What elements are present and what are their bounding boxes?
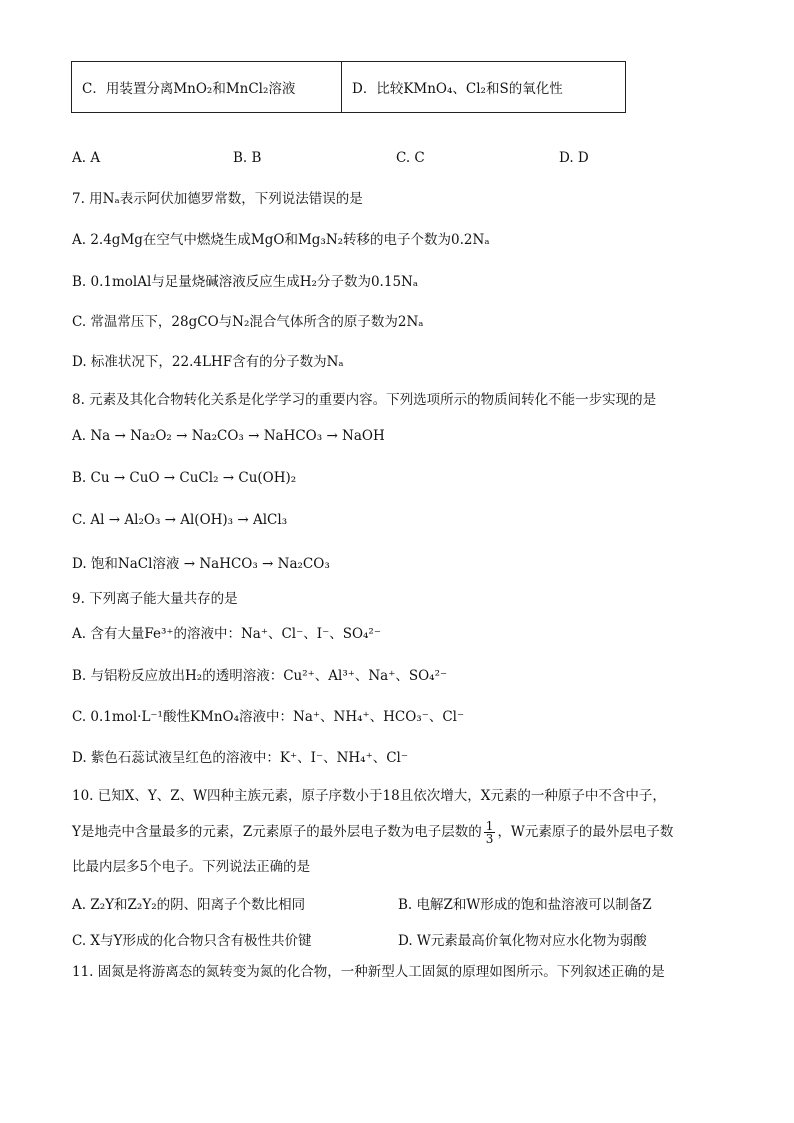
q8-option-c: C. Al → Al₂O₃ → Al(OH)₃ → AlCl₃	[72, 512, 288, 528]
fraction	[484, 820, 496, 845]
q10-stem-line1: 10. 已知X、Y、Z、W四种主族元素，原子序数小于18且依次增大，X元素的一种原子中不含中子，	[72, 788, 666, 804]
table-cell-d: D．比较KMnO₄、Cl₂和S的氧化性	[352, 81, 563, 97]
q9-option-a: A. 含有大量Fe³⁺的溶液中：Na⁺、Cl⁻、I⁻、SO₄²⁻	[72, 626, 381, 642]
q8-option-b: B. Cu → CuO → CuCl₂ → Cu(OH)₂	[72, 470, 297, 486]
q6-option-d: D. D	[559, 150, 589, 166]
q10-option-b: B. 电解Z和W形成的饱和盐溶液可以制备Z	[398, 897, 652, 913]
q10-line2-post: ，W元素原子的最外层电子数	[497, 824, 674, 840]
q8-stem: 8. 元素及其化合物转化关系是化学学习的重要内容。下列选项所示的物质间转化不能一步实现的是	[72, 392, 657, 408]
q10-option-a: A. Z₂Y和Z₂Y₂的阴、阳离子个数比相同	[72, 897, 306, 913]
q8-option-d: D. 饱和NaCl溶液 → NaHCO₃ → Na₂CO₃	[72, 556, 330, 572]
q6-option-a: A. A	[72, 150, 101, 166]
options-table	[71, 61, 626, 113]
q9-option-c: C. 0.1mol·L⁻¹酸性KMnO₄溶液中：Na⁺、NH₄⁺、HCO₃⁻、Cl⁻	[72, 709, 465, 725]
q10-line2-pre: Y是地壳中含量最多的元素，Z元素原子的最外层电子数为电子层数的	[72, 824, 482, 840]
q10-stem-line3: 比最内层多5个电子。下列说法正确的是	[72, 859, 311, 875]
q8-option-a: A. Na → Na₂O₂ → Na₂CO₃ → NaHCO₃ → NaOH	[72, 428, 385, 444]
q6-option-b: B. B	[233, 150, 262, 166]
q7-option-c: C. 常温常压下，28gCO与N₂混合气体所含的原子数为2Nₐ	[72, 314, 424, 330]
q6-answer-row	[72, 150, 632, 170]
table-cell-c: C．用装置分离MnO₂和MnCl₂溶液	[72, 62, 342, 112]
fraction-denominator: 3	[485, 832, 494, 846]
q9-option-d: D. 紫色石蕊试液呈红色的溶液中：K⁺、I⁻、NH₄⁺、Cl⁻	[72, 750, 408, 766]
q6-option-c: C. C	[396, 150, 425, 166]
q11-stem: 11. 固氮是将游离态的氮转变为氮的化合物，一种新型人工固氮的原理如图所示。下列叙述正确的是	[72, 964, 665, 980]
q9-option-b: B. 与铝粉反应放出H₂的透明溶液：Cu²⁺、Al³⁺、Na⁺、SO₄²⁻	[72, 668, 448, 684]
q7-stem: 7. 用Nₐ表示阿伏加德罗常数，下列说法错误的是	[72, 191, 363, 207]
q7-option-b: B. 0.1molAl与足量烧碱溶液反应生成H₂分子数为0.15Nₐ	[72, 274, 419, 290]
q10-stem-line2	[72, 820, 673, 845]
fraction-numerator: 1	[485, 819, 494, 833]
q7-option-d: D. 标准状况下，22.4LHF含有的分子数为Nₐ	[72, 354, 344, 370]
q9-stem: 9. 下列离子能大量共存的是	[72, 591, 238, 607]
q7-option-a: A. 2.4gMg在空气中燃烧生成MgO和Mg₃N₂转移的电子个数为0.2Nₐ	[72, 232, 490, 248]
q10-option-c: C. X与Y形成的化合物只含有极性共价键	[72, 933, 312, 949]
q10-option-d: D. W元素最高价氧化物对应水化物为弱酸	[398, 933, 647, 949]
